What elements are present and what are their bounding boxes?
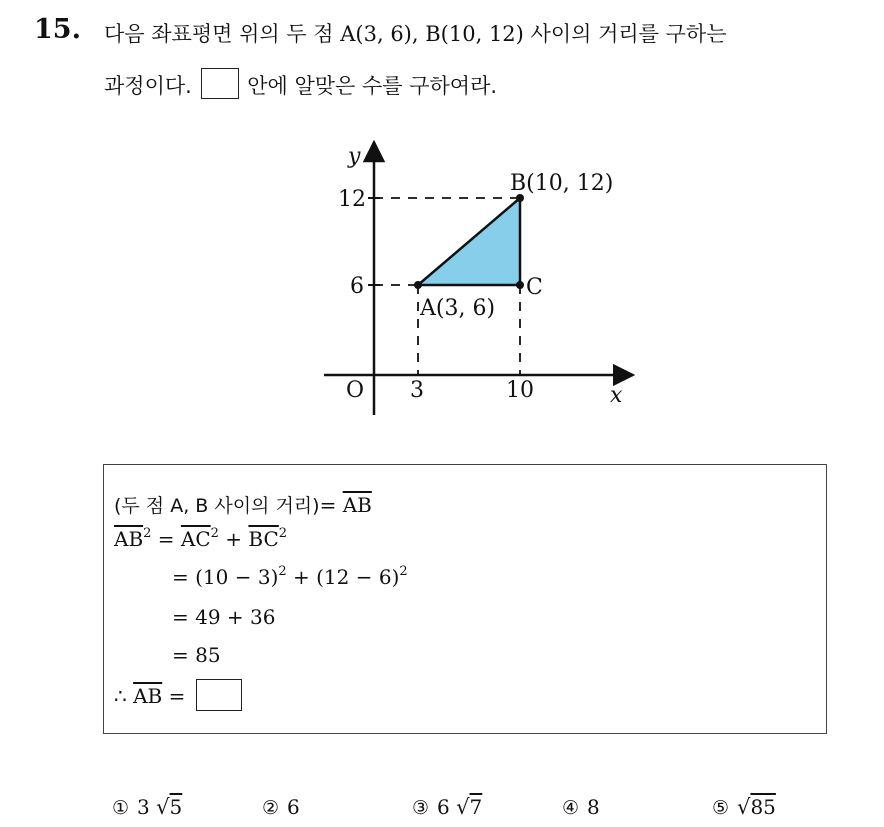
question-text-line2 <box>104 68 497 100</box>
choice-1[interactable] <box>112 795 182 819</box>
choice-5[interactable] <box>712 795 776 819</box>
point-b-coord: B(10, 12) <box>425 22 524 46</box>
answer-blank-box <box>196 679 242 711</box>
choice-value: 6 <box>287 795 300 819</box>
answer-blank-box <box>201 68 239 99</box>
segment-bc: $\overline{BC}$ <box>248 527 279 551</box>
x-tick-label-10: 10 <box>506 378 534 403</box>
choice-coefficient: 6 <box>437 795 450 819</box>
solution-line-1 <box>114 491 372 518</box>
expression-part: = (10 − 3) <box>172 565 279 589</box>
sqrt-icon: √ <box>737 795 751 819</box>
coordinate-plane-figure <box>300 130 650 420</box>
solution-line-3 <box>172 565 408 589</box>
segment-ac: $\overline{AC}$ <box>180 527 211 551</box>
choice-radicand: 85 <box>750 795 776 819</box>
sqrt-icon: √ <box>456 795 470 819</box>
choice-3[interactable] <box>412 795 482 819</box>
question-text-line1 <box>104 18 726 48</box>
question-text-part: 다음 좌표평면 위의 두 점 <box>104 22 341 46</box>
x-tick-label-3: 3 <box>410 378 424 403</box>
solution-box <box>103 464 827 734</box>
choice-2[interactable] <box>262 795 300 819</box>
point-a-dot <box>414 281 422 289</box>
choice-number: ① <box>112 797 130 819</box>
question-text-part: 안에 알맞은 수를 구하여라. <box>247 74 498 98</box>
point-a-label: A(3, 6) <box>420 296 496 321</box>
solution-line-4: = 49 + 36 <box>172 605 276 629</box>
point-b-label: B(10, 12) <box>510 171 614 196</box>
point-c-dot <box>516 281 524 289</box>
answer-choices <box>0 795 884 827</box>
exponent: 2 <box>278 526 288 541</box>
x-axis-label: x <box>610 383 623 408</box>
plus-sign: + <box>225 527 243 551</box>
choice-number: ④ <box>562 797 580 819</box>
triangle-abc <box>418 198 520 285</box>
distance-phrase: (두 점 A, B 사이의 거리) <box>114 495 320 517</box>
solution-line-6 <box>114 679 242 711</box>
exponent: 2 <box>143 526 152 541</box>
point-a-coord: A(3, 6), <box>340 22 419 46</box>
exponent: 2 <box>399 564 408 579</box>
equals-sign: = <box>168 684 186 708</box>
choice-radicand: 7 <box>469 795 483 819</box>
exponent: 2 <box>210 526 219 541</box>
y-axis-label: y <box>348 144 361 169</box>
segment-ab: $\overline{AB}$ <box>342 493 372 517</box>
expression-part: + (12 − 6) <box>286 565 400 589</box>
exponent: 2 <box>278 564 287 579</box>
question-number: 15. <box>34 14 81 45</box>
equals-sign: = <box>157 527 175 551</box>
therefore-symbol: ∴ <box>114 684 127 708</box>
choice-value: 8 <box>587 795 600 819</box>
solution-line-2 <box>114 527 287 551</box>
choice-number: ② <box>262 797 280 819</box>
choice-number: ③ <box>412 797 430 819</box>
choice-4[interactable] <box>562 795 600 819</box>
choice-radicand: 5 <box>169 795 183 819</box>
equals-sign: = <box>319 493 337 517</box>
question-text-part: 과정이다. <box>104 74 192 98</box>
solution-line-5: = 85 <box>172 643 221 667</box>
segment-ab: $\overline{AB}$ <box>114 527 144 551</box>
segment-ab: $\overline{AB}$ <box>133 684 163 708</box>
y-tick-label-6: 6 <box>350 274 364 299</box>
origin-label: O <box>346 378 365 403</box>
choice-coefficient: 3 <box>137 795 150 819</box>
y-tick-label-12: 12 <box>338 187 366 212</box>
sqrt-icon: √ <box>156 795 170 819</box>
point-c-label: C <box>526 275 543 300</box>
choice-number: ⑤ <box>712 797 730 819</box>
question-text-part: 사이의 거리를 구하는 <box>523 22 727 46</box>
